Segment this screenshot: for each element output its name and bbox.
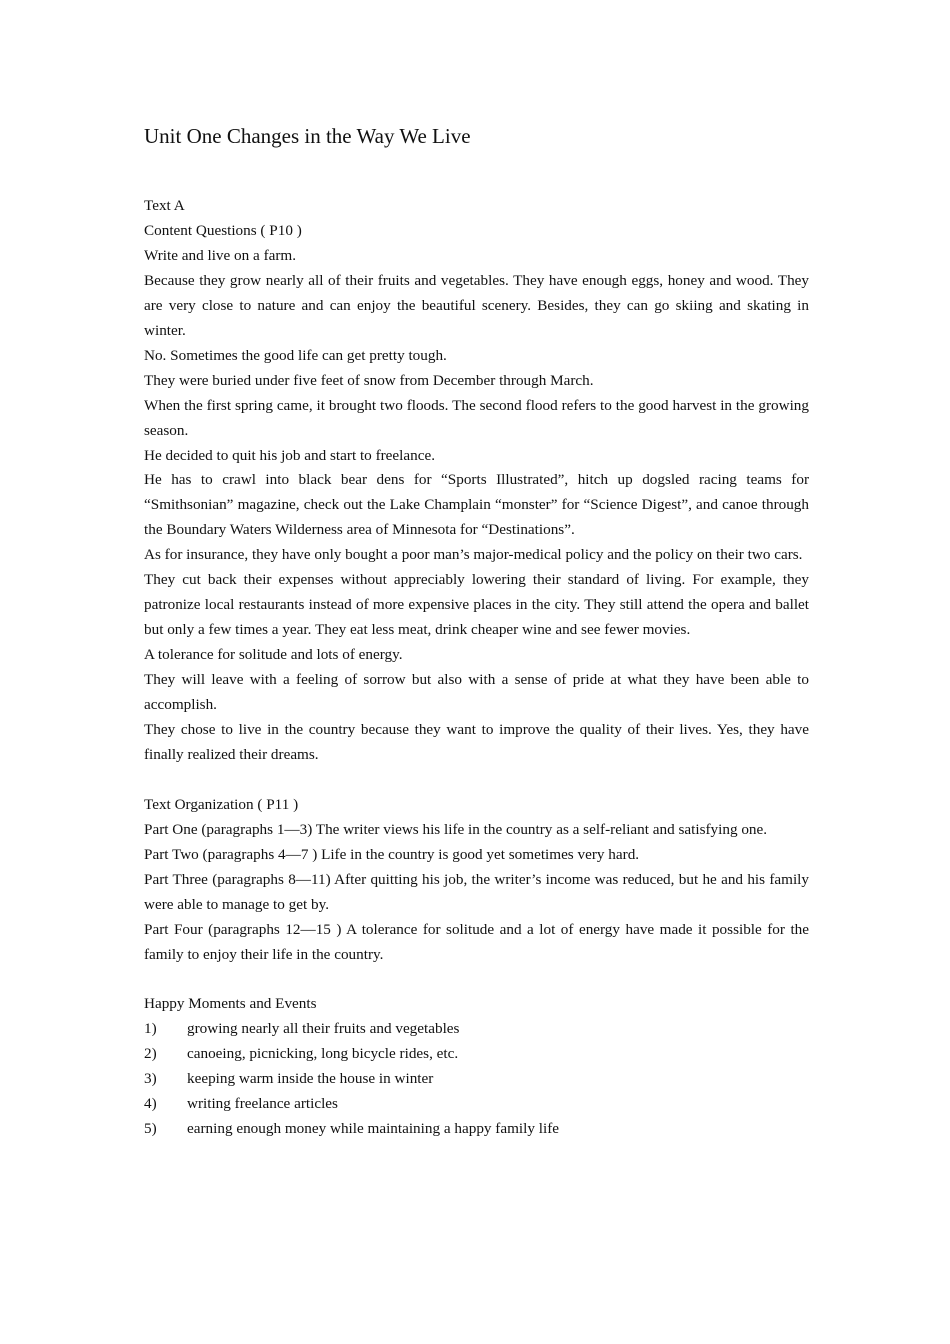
list-text: canoeing, picnicking, long bicycle rides, etc. (187, 1045, 459, 1063)
answer-4: They were buried under five feet of snow from December through March. (144, 371, 594, 389)
list-item (144, 1042, 809, 1067)
unit-title: Unit One Changes in the Way We Live (144, 124, 471, 148)
list-number: 3) (144, 1070, 157, 1088)
list-item (144, 1117, 809, 1142)
answer-5: When the first spring came, it brought two floods. The second flood refers to the good harvest in the growing season. (144, 396, 809, 439)
answer-2: Because they grow nearly all of their fruits and vegetables. They have enough eggs, honey and wood. They are very close to nature and can enjoy the beautiful scenery. Besides, they can go skiing and skating in winter. (144, 271, 809, 339)
answer-8: As for insurance, they have only bought a poor man’s major-medical policy and the policy on their two cars. (144, 546, 803, 564)
answer-12: They chose to live in the country because they want to improve the quality of their lives. Yes, they have finally realized their dreams. (144, 721, 809, 763)
text-a-heading: Text A (144, 197, 185, 214)
list-number: 2) (144, 1045, 157, 1063)
answer-3: No. Sometimes the good life can get pretty tough. (144, 346, 447, 364)
list-text: writing freelance articles (187, 1095, 338, 1113)
answer-6: He decided to quit his job and start to freelance. (144, 446, 435, 464)
text-organization-heading: Text Organization ( P11 ) (144, 795, 299, 813)
list-item (144, 1017, 809, 1042)
part-three: Part Three (paragraphs 8—11) After quitting his job, the writer’s income was reduced, but he and his family were able to manage to get by. (144, 870, 809, 913)
part-four: Part Four (paragraphs 12—15 ) A tolerance for solitude and a lot of energy have made it possible for the family to enjoy their life in the country. (144, 920, 809, 963)
answer-10: A tolerance for solitude and lots of energy. (144, 646, 403, 664)
answer-7: He has to crawl into black bear dens for “Sports Illustrated”, hitch up dogsled racing teams for “Smithsonian” magazine, check out the Lake Champlain “monster” for “Science Digest”, and canoe through the Boundary Waters Wilderness area of Minnesota for “Destinations”. (144, 471, 809, 539)
part-two: Part Two (paragraphs 4—7 ) Life in the country is good yet sometimes very hard. (144, 845, 640, 863)
answer-1: Write and live on a farm. (144, 246, 297, 264)
answer-11: They will leave with a feeling of sorrow but also with a sense of pride at what they have been able to accomplish. (144, 671, 809, 714)
list-item (144, 1092, 809, 1117)
list-number: 1) (144, 1020, 157, 1038)
list-text: growing nearly all their fruits and vegetables (187, 1020, 460, 1038)
list-item (144, 1067, 809, 1092)
part-one: Part One (paragraphs 1—3) The writer views his life in the country as a self-reliant and satisfying one. (144, 820, 768, 838)
list-text: keeping warm inside the house in winter (187, 1070, 434, 1088)
document-content (144, 120, 809, 1142)
list-number: 4) (144, 1095, 157, 1113)
list-number: 5) (144, 1120, 157, 1138)
answer-9: They cut back their expenses without appreciably lowering their standard of living. For example, they patronize local restaurants instead of more expensive places in the city. They still attend the opera and ballet but only a few times a year. They eat less meat, drink cheaper wine and see fewer movies. (144, 571, 809, 639)
happy-moments-heading: Happy Moments and Events (144, 995, 317, 1013)
content-questions-heading: Content Questions ( P10 ) (144, 221, 302, 239)
list-text: earning enough money while maintaining a happy family life (187, 1120, 559, 1138)
